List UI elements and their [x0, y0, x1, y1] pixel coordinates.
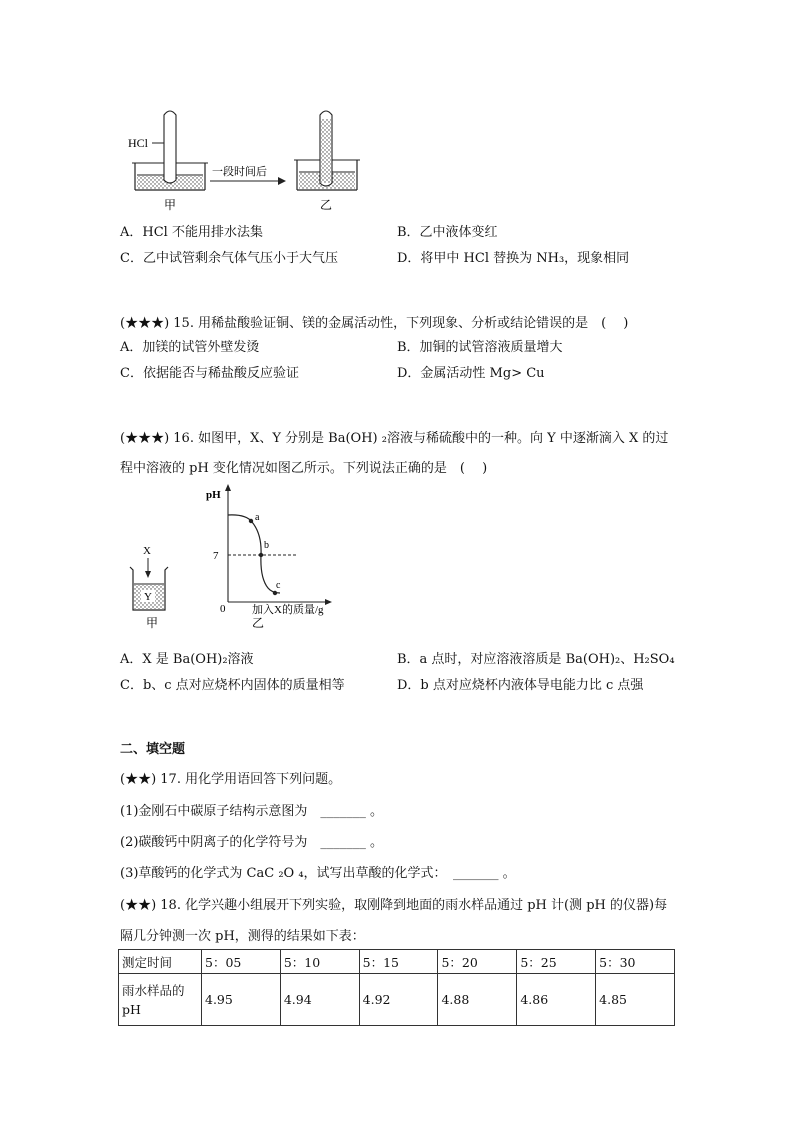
q14-figure [120, 105, 380, 215]
table-value-cell: 4.85 [596, 974, 675, 1026]
q15-option-a: A．加镁的试管外壁发烫 [120, 340, 260, 355]
q17-item-3: (3)草酸钙的化学式为 CaC ₂O ₄，试写出草酸的化学式： _______ 。 [120, 866, 516, 881]
table-time-cell: 5：15 [359, 950, 438, 974]
point-a [249, 519, 253, 523]
caption-left: 甲 [164, 198, 177, 212]
beaker-x-label: X [143, 545, 151, 557]
q16-option-b: B．a 点时，对应溶液溶质是 Ba(OH)₂、H₂SO₄ [397, 652, 675, 667]
gas-label: HCl [128, 136, 149, 150]
ph-table [118, 949, 675, 1026]
table-time-cell: 5：05 [202, 950, 281, 974]
q15-option-d: D．金属活动性 Mg> Cu [397, 366, 545, 381]
y-tick-7: 7 [213, 550, 219, 562]
table-header-label: 测定时间 [119, 950, 202, 974]
y-axis-arrow-icon [225, 484, 231, 491]
table-time-cell: 5：20 [438, 950, 517, 974]
q16-option-a: A．X 是 Ba(OH)₂溶液 [120, 652, 254, 667]
q16-option-d: D．b 点对应烧杯内液体导电能力比 c 点强 [397, 678, 644, 693]
q14-option-b: B．乙中液体变红 [397, 225, 498, 240]
q14-option-d: D．将甲中 HCl 替换为 NH₃，现象相同 [397, 251, 630, 266]
table-header-row [119, 950, 675, 974]
point-c [273, 591, 277, 595]
q16-option-c: C．b、c 点对应烧杯内固体的质量相等 [120, 678, 345, 693]
q14-option-c: C．乙中试管剩余气体气压小于大气压 [120, 251, 338, 266]
section-title: 二、填空题 [120, 742, 186, 757]
q18-stem-line2: 隔几分钟测一次 pH，测得的结果如下表： [120, 929, 365, 944]
table-value-cell: 4.95 [202, 974, 281, 1026]
arrow-down-icon [145, 571, 151, 578]
point-b [259, 553, 263, 557]
q17-stem: (★★) 17. 用化学用语回答下列问题。 [120, 772, 342, 787]
caption-right: 乙 [252, 616, 265, 630]
q17-item-2: (2)碳酸钙中阴离子的化学符号为 _______ 。 [120, 835, 384, 850]
table-time-cell: 5：10 [280, 950, 359, 974]
q16-figure [120, 482, 350, 632]
ph-curve [228, 515, 280, 593]
q15-stem: (★★★) 15. 用稀盐酸验证铜、镁的金属活动性，下列现象、分析或结论错误的是 ( ) [120, 316, 629, 331]
q14-option-a: A．HCl 不能用排水法集 [120, 225, 263, 240]
q18-stem-line1: (★★) 18. 化学兴趣小组展开下列实验，取刚降到地面的雨水样品通过 pH 计(测 pH 的仪器)每 [120, 898, 668, 913]
q15-option-c: C．依据能否与稀盐酸反应验证 [120, 366, 299, 381]
q16-stem-line2: 程中溶液的 pH 变化情况如图乙所示。下列说法正确的是 ( ) [120, 461, 488, 476]
beaker-y-label: Y [144, 591, 152, 603]
arrow-right-icon [278, 177, 286, 185]
arrow-label: 一段时间后 [212, 166, 267, 178]
table-time-cell: 5：25 [517, 950, 596, 974]
table-row-label: 雨水样品的pH [119, 974, 202, 1026]
table-value-cell: 4.94 [280, 974, 359, 1026]
caption-left: 甲 [146, 616, 159, 630]
y-axis-label: pH [206, 489, 221, 501]
test-tube-right [320, 111, 332, 186]
table-value-cell: 4.86 [517, 974, 596, 1026]
caption-right: 乙 [320, 198, 333, 212]
point-b-label: b [264, 540, 269, 551]
q15-option-b: B．加铜的试管溶液质量增大 [397, 340, 563, 355]
q17-item-1: (1)金刚石中碳原子结构示意图为 _______ 。 [120, 804, 384, 819]
test-tube-left [164, 111, 176, 183]
x-axis-arrow-icon [325, 599, 332, 605]
point-c-label: c [276, 580, 281, 591]
q16-stem-line1: (★★★) 16. 如图甲，X、Y 分别是 Ba(OH) ₂溶液与稀硫酸中的一种。向 Y 中逐渐滴入 X 的过 [120, 431, 669, 446]
origin-label: 0 [220, 603, 226, 615]
table-value-cell: 4.88 [438, 974, 517, 1026]
point-a-label: a [255, 512, 260, 523]
table-row [119, 974, 675, 1026]
x-axis-label: 加入X的质量/g [252, 604, 324, 616]
table-value-cell: 4.92 [359, 974, 438, 1026]
table-time-cell: 5：30 [596, 950, 675, 974]
